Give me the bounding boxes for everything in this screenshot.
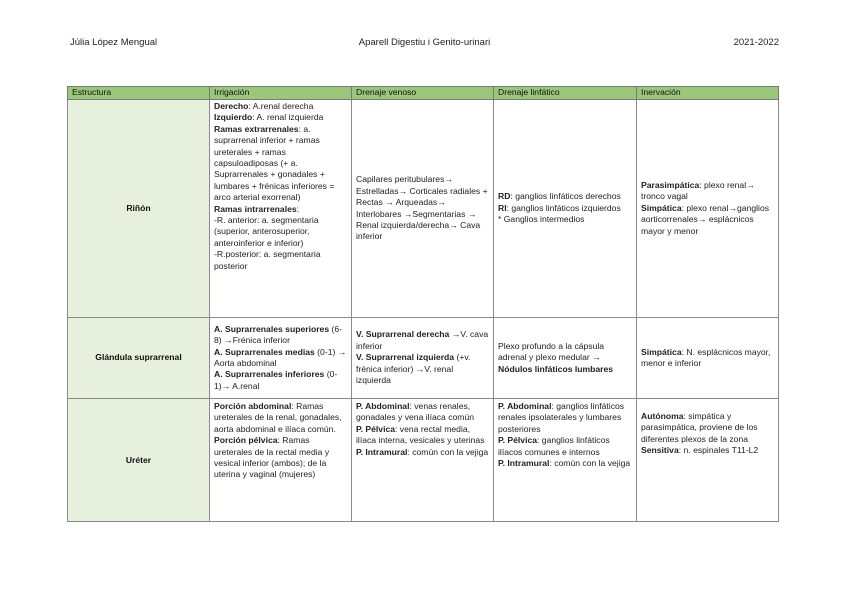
bold-term: Sensitiva (641, 445, 679, 456)
cell-text: : A. renal izquierda (252, 112, 324, 123)
cell-text: : A.renal derecha (248, 101, 314, 111)
header-year: 2021-2022 (733, 37, 779, 48)
cell-text: -R. anterior: a. segmentaria (superior, anterosuperior, anteroinferior e inferior) (214, 215, 319, 248)
cell-estructura: Uréter (68, 399, 210, 522)
cell-text: : vena rectal media, ilíaca interna, vesicales y uterinas (356, 423, 485, 446)
table-row (68, 318, 779, 399)
bold-term: RI (498, 202, 507, 213)
cell-text: : plexo renal→ganglios aorticorrenales→ esplácnicos mayor y menor (641, 202, 770, 236)
bold-term: V. Suprarrenal izquierda (356, 352, 455, 363)
bold-term: Porción pélvica (214, 435, 278, 446)
bold-term: P. Abdominal (356, 401, 410, 411)
bold-term: Izquierdo (214, 112, 253, 123)
header-author: Júlia López Mengual (70, 37, 158, 48)
bold-term: Derecho (214, 101, 249, 111)
header-subject: Aparell Digestiu i Genito-urinari (358, 37, 491, 48)
bold-term: P. Intramural (356, 446, 408, 457)
cell-text: -R.posterior: a. segmentaria posterior (214, 249, 321, 271)
cell-irrigacion (210, 100, 352, 318)
bold-term: P. Abdominal (498, 401, 552, 411)
cell-text: : ganglios linfáticos ilíacos comunes e internos (498, 435, 610, 457)
cell-text: →V. cava inferior (356, 329, 489, 351)
bold-term: Simpática (641, 202, 682, 213)
cell-estructura: Riñón (68, 100, 210, 318)
table-row (68, 399, 779, 522)
bold-term: RD (498, 191, 511, 202)
bold-term: V. Suprarrenal derecha (356, 329, 450, 340)
bold-term: Ramas intrarrenales (214, 203, 297, 214)
cell-drenaje-venoso (352, 399, 494, 522)
cell-text: (0-1) → Aorta abdominal (214, 346, 347, 368)
cell-inervacion (637, 399, 779, 522)
bold-term: Autónoma (641, 411, 684, 421)
cell-text: : Ramas ureterales de la renal, gonadales, aorta abdominal e ilíaca común. (214, 401, 342, 434)
cell-irrigacion (210, 399, 352, 522)
cell-text: : Ramas ureterales de la rectal media y vesical inferior (ambos); de la uterina y vaginal (mujeres) (214, 435, 330, 480)
cell-text: : n. espinales T11-L2 (678, 445, 759, 456)
cell-text: : ganglios linfáticos izquierdos (506, 202, 621, 213)
bold-term: Ramas extrarrenales (214, 123, 299, 134)
cell-drenaje-venoso (352, 318, 494, 399)
cell-estructura: Glándula suprarrenal (68, 318, 210, 399)
table-row (68, 100, 779, 318)
cell-irrigacion (210, 318, 352, 399)
bold-term: A. Suprarrenales superiores (214, 323, 330, 334)
cell-text: (+v. frénica inferior) →V. renal izquierda (356, 352, 471, 386)
bold-term: P. Pélvica (498, 435, 538, 446)
cell-text: Capilares peritubulares→ Estrelladas→ Corticales radiales + Rectas → Arqueadas→ Interlobares →Segmentarias → Renal izquierda/derecha→ Cava inferior (356, 174, 488, 242)
cell-text: : venas renales, gonadales y vena ilíaca común (356, 401, 475, 423)
bold-term: A. Suprarrenales medias (214, 346, 315, 357)
cell-text: : N. esplácnicos mayor, menor e inferior (641, 346, 771, 368)
bold-term: P. Pélvica (356, 423, 396, 434)
header-estructura: Estructura (68, 87, 210, 100)
anatomy-table (67, 86, 779, 522)
table-header-row (68, 87, 779, 100)
bold-term: P. Intramural (498, 458, 550, 469)
cell-text: : a. suprarrenal inferior + ramas ureterales + ramas capsuloadiposas (+ a. Suprarrenales + gonadales + lumbares + frénicas inferiores = arco arterial exorrenal) (214, 123, 335, 203)
bold-term: Nódulos linfáticos lumbares (498, 363, 614, 374)
cell-inervacion (637, 100, 779, 318)
cell-drenaje-linfatico (494, 100, 637, 318)
bold-term: Porción abdominal (214, 401, 292, 411)
cell-drenaje-linfatico (494, 318, 637, 399)
header-drenaje-linfatico: Drenaje linfático (494, 87, 637, 100)
cell-text: * Ganglios intermedios (498, 214, 585, 225)
cell-text: : simpática y parasimpática, proviene de los diferentes plexos de la zona (641, 411, 758, 444)
cell-inervacion (637, 318, 779, 399)
cell-text: (0-1)→ A.renal (214, 369, 338, 391)
cell-text: : común con la vejiga (549, 458, 631, 469)
cell-text: : ganglios linfáticos renales ipsolaterales y lumbares posteriores (498, 401, 625, 434)
bold-term: A. Suprarrenales inferiores (214, 369, 325, 380)
cell-text: : ganglios linfáticos derechos (510, 191, 621, 202)
bold-term: Parasimpática (641, 179, 700, 190)
bold-term: Simpática (641, 346, 682, 357)
cell-text: : (296, 203, 300, 214)
cell-text: Plexo profundo a la cápsula adrenal y plexo medular → (498, 340, 605, 363)
header-drenaje-venoso: Drenaje venoso (352, 87, 494, 100)
cell-drenaje-venoso (352, 100, 494, 318)
cell-drenaje-linfatico (494, 399, 637, 522)
header-irrigacion: Irrigación (210, 87, 352, 100)
header-inervacion: Inervación (637, 87, 779, 100)
cell-text: : común con la vejiga (407, 446, 489, 457)
cell-text: : plexo renal→ tronco vagal (641, 179, 755, 202)
page-header (70, 37, 779, 51)
cell-text: (6-8) →Frénica inferior (214, 323, 342, 346)
